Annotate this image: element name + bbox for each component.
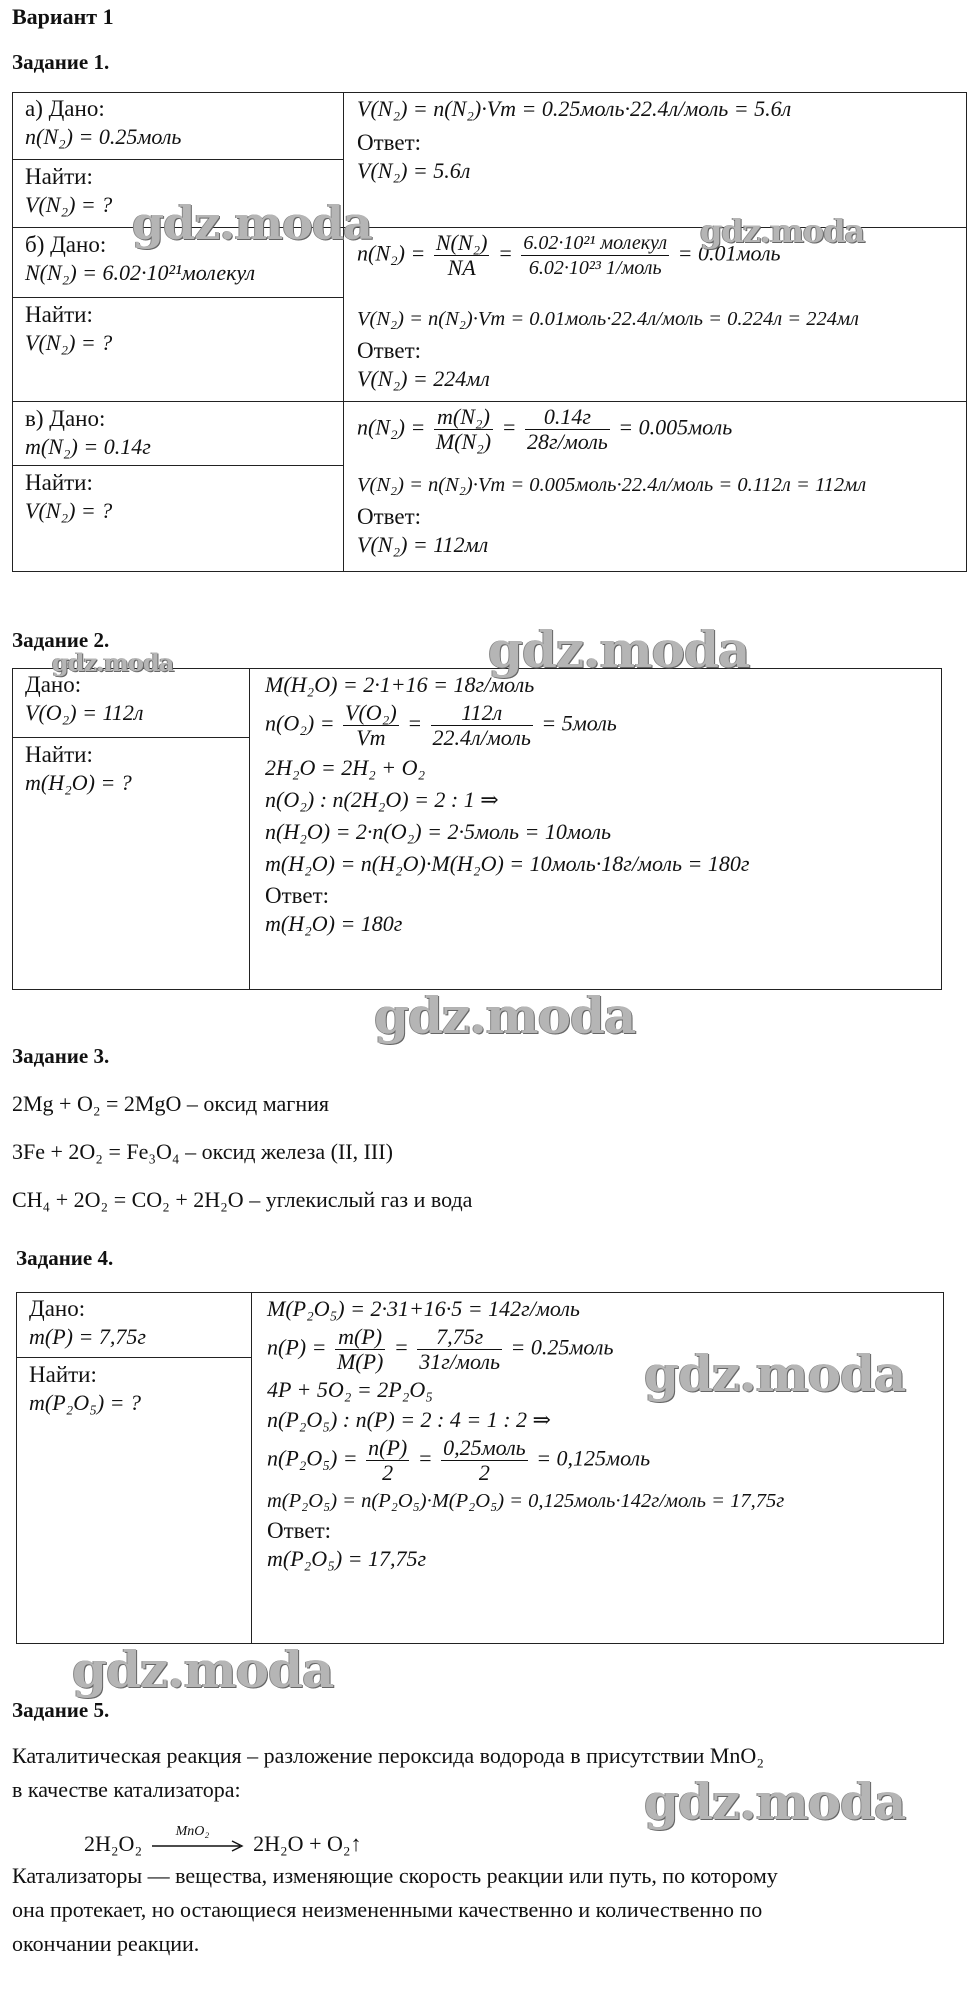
task1b-find: Найти: V(N₂) = ? (25, 302, 113, 355)
task5-text-line-2: в качестве катализатора: (12, 1777, 241, 1802)
task2-heading: Задание 2. (12, 628, 110, 652)
task1c-fraction-line: n(N₂) = $\frac{\text{m(N₂)}}{\text{M(N₂)}}$ = $\frac{0.14г}{\text{28г/моль}}$ = 0.005моль (357, 404, 733, 454)
task1b-solution: V(N₂) = n(N₂)·Vm = 0.01моль·22.4л/моль = 0.224л = 224мл Ответ: V(N₂) = 224мл (357, 308, 859, 391)
task4-given: Дано: m(P) = 7,75г (29, 1296, 146, 1349)
task4-solution: M(P₂O₅) = 2·31+16·5 = 142г/моль n(P) = $\frac{m(P)}{M(P)}$ = $\frac{7,75г}{\text{31г/моль}}$ = 0.25моль 4P + 5O₂ = 2P₂O₅ n(P₂O₅) : n(P) = 2 : 4 = 1 : 2 ⇒ n(P₂O₅) = $\frac{n(P)}{2}$ = $\frac{\text{0,25моль}}{2}$ = 0,125моль m(P₂O₅) = n(P₂O₅)·M(P₂O₅) = 0,125моль·142г/моль = 17,75г Ответ: m(P₂O₅) = 17,75г (267, 1296, 785, 1571)
task2-table (12, 668, 942, 990)
task2-find: Найти: m(H₂O) = ? (25, 742, 132, 795)
task4-heading: Задание 4. (16, 1246, 114, 1270)
task5-definition-line-3: окончании реакции. (12, 1931, 200, 1956)
task3-reaction-2: 3Fe + 2O₂ = Fe₃O₄ – оксид железа (II, III) (12, 1139, 393, 1164)
watermark: gdz.moda (374, 986, 636, 1045)
task1-table (12, 92, 967, 572)
watermark: gdz.moda (700, 212, 865, 250)
reaction-reactant: 2H₂O₂ (84, 1831, 143, 1856)
task1a-find: Найти: V(N₂) = ? (25, 164, 113, 217)
task1b-fraction-line: n(N₂) = $\frac{\text{N(N₂)}}{NA}$ = $\frac{\text{6.02·10²¹ молекул}}{\text{6.02·10²³ 1/моль}}$ = 0.01моль (357, 230, 781, 280)
watermark: gdz.moda (72, 1640, 334, 1699)
watermark: gdz.moda (52, 648, 174, 677)
task3-heading: Задание 3. (12, 1044, 110, 1068)
task2-solution: M(H₂O) = 2·1+16 = 18г/моль n(O₂) = $\frac{\text{V(O₂)}}{Vm}$ = $\frac{112л}{\text{22.4л/моль}}$ = 5моль 2H₂O = 2H₂ + O₂ n(O₂) : n(2H₂O) = 2 : 1 ⇒ n(H₂O) = 2·n(O₂) = 2·5моль = 10моль m(H₂O) = n(H₂O)·M(H₂O) = 10моль·18г/моль = 180г Ответ: m(H₂O) = 180г (265, 672, 750, 936)
task1a-solution: V(N₂) = n(N₂)·Vm = 0.25моль·22.4л/моль = 5.6л Ответ: V(N₂) = 5.6л (357, 96, 792, 183)
task5-definition-line-2: она протекает, но остающиеся неизмененными качественно и количественно по (12, 1897, 763, 1922)
task5-text-line-1: Каталитическая реакция – разложение пероксида водорода в присутствии MnO₂ (12, 1743, 764, 1768)
task1a-given: а) Дано: n(N₂) = 0.25моль (25, 96, 182, 149)
watermark: gdz.moda (644, 1772, 906, 1831)
arrow-right-icon (148, 1832, 248, 1860)
catalyst-label: MnO₂ (175, 1823, 210, 1839)
task5-definition-line-1: Катализаторы — вещества, изменяющие скорость реакции или путь, по которому (12, 1863, 778, 1888)
watermark: gdz.moda (132, 196, 372, 250)
watermark: gdz.moda (644, 1344, 906, 1403)
task2-given: Дано: V(O₂) = 112л (25, 672, 144, 725)
task3-reaction-3: CH₄ + 2O₂ = CO₂ + 2H₂O – углекислый газ и вода (12, 1187, 473, 1212)
task1c-given: в) Дано: m(N₂) = 0.14г (25, 406, 151, 459)
task4-find: Найти: m(P₂O₅) = ? (29, 1362, 142, 1415)
reaction-products: 2H₂O + O₂↑ (253, 1831, 362, 1856)
watermark: gdz.moda (488, 620, 750, 679)
task5-heading: Задание 5. (12, 1698, 110, 1722)
catalyst-arrow (148, 1823, 248, 1860)
task1c-solution: V(N₂) = n(N₂)·Vm = 0.005моль·22.4л/моль = 0.112л = 112мл Ответ: V(N₂) = 112мл (357, 474, 867, 557)
task3-reaction-1: 2Mg + O₂ = 2MgO – оксид магния (12, 1091, 329, 1116)
task1-heading: Задание 1. (12, 50, 110, 74)
task1b-given: б) Дано: N(N₂) = 6.02·10²¹молекул (25, 232, 256, 285)
variant-title: Вариант 1 (12, 4, 114, 29)
task5-reaction (84, 1823, 362, 1860)
task1c-find: Найти: V(N₂) = ? (25, 470, 113, 523)
